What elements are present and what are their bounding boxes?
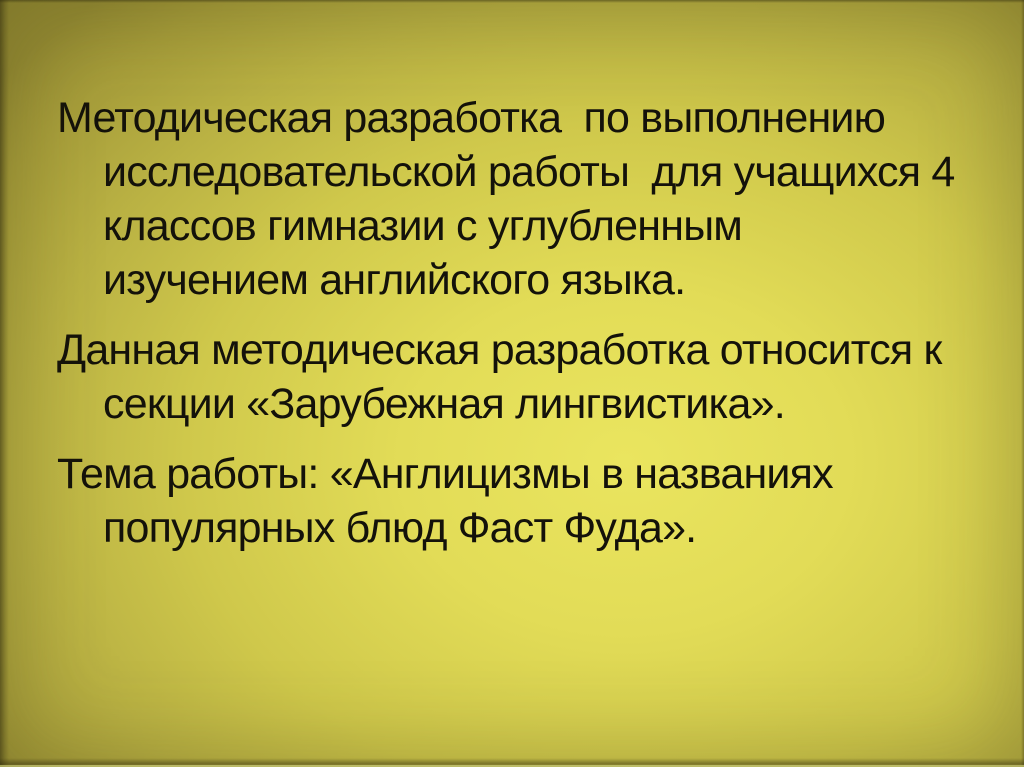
text-line: изучением английского языка.	[103, 256, 686, 304]
paragraph-methodical-development	[57, 91, 1014, 307]
text-line: популярных блюд Фаст Фуда».	[103, 504, 697, 552]
text-line: Данная методическая разработка относится к	[57, 326, 942, 374]
text-line: Методическая разработка по выполнению	[57, 94, 886, 142]
text-line: исследовательской работы для учащихся 4	[103, 148, 955, 196]
paragraph-section	[57, 323, 1014, 431]
slide-top-border-shadow	[0, 0, 1024, 3]
text-line: секции «Зарубежная лингвистика».	[103, 380, 785, 428]
text-line: классов гимназии с углубленным	[103, 202, 743, 250]
slide-left-border-shadow	[0, 0, 9, 767]
paragraph-topic	[57, 447, 1014, 555]
slide-bottom-border-shadow	[0, 758, 1024, 765]
text-line: Тема работы: «Англицизмы в названиях	[57, 450, 833, 498]
slide-body-text	[57, 91, 1014, 571]
